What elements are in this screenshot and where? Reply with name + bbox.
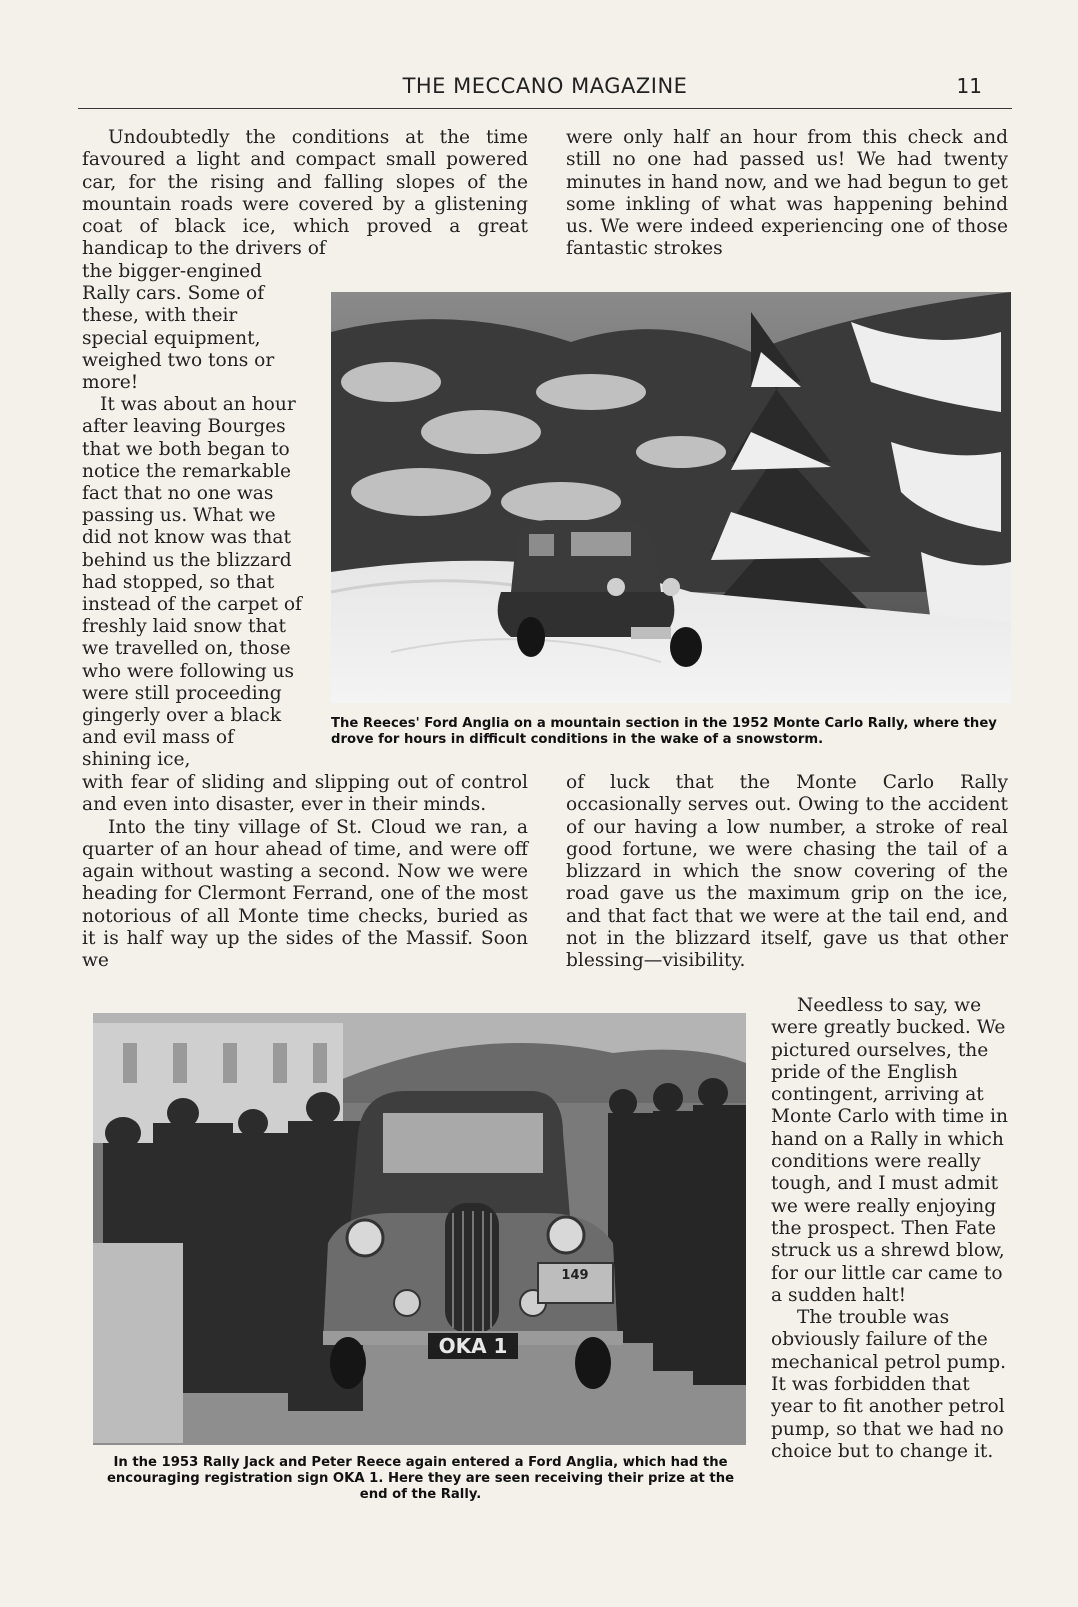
paragraph: with fear of sliding and slipping out of control and even into disaster, ever in their minds. [82, 772, 528, 816]
col2-narrow-text [771, 995, 1010, 1463]
paragraph: Undoubtedly the conditions at the time favoured a light and compact small powered car, for the rising and falling slopes of the mountain roads were covered by a glistening coat of black ice, which proved a great handicap to the drivers of [82, 127, 528, 260]
col1-narrow-text [82, 261, 304, 772]
col1-top-text [82, 127, 528, 261]
registration-plate: OKA 1 [438, 1334, 508, 1358]
photo1-caption: The Reeces' Ford Anglia on a mountain section in the 1952 Monte Carlo Rally, where they drove for hours in difficult conditions in the wake of a snowstorm. [331, 716, 997, 747]
snow-scene-illustration [331, 292, 1011, 703]
photo2-caption: In the 1953 Rally Jack and Peter Reece again entered a Ford Anglia, which had the encouraging registration sign OKA 1. Here they are seen receiving their prize at the end of the Rally. [106, 1455, 735, 1502]
paragraph: of luck that the Monte Carlo Rally occasionally serves out. Owing to the accident of our having a low number, a stroke of real good fortune, we were chasing the tail of a blizzard in which the snow covering of the road gave us the maximum grip on the ice, and that fact that we were at the tail end, and not in the blizzard itself, gave us that other blessing—visibility. [566, 772, 1008, 972]
paragraph: It was about an hour after leaving Bourges that we both began to notice the remarkable fact that no one was passing us. What we did not know was that behind us the blizzard had stopped, so that instead of the carpet of freshly laid snow that we travelled on, those who were following us were still proceeding gingerly over a black and evil mass of shining ice, [82, 394, 302, 771]
col2-mid-text [566, 772, 1008, 973]
col2-top-text [566, 127, 1008, 261]
paragraph: Needless to say, we were greatly bucked. We pictured ourselves, the pride of the English contingent, arriving at Monte Carlo with time in hand on a Rally in which conditions were really tough, and I must admit we were really enjoying the prospect. Then Fate struck us a shrewd blow, for our little car came to a sudden halt! [771, 995, 1008, 1306]
rally-number-plate: 149 [561, 1268, 589, 1283]
page-header [78, 70, 1012, 109]
photo-prize-ceremony [93, 1013, 746, 1445]
magazine-title: THE MECCANO MAGAZINE [402, 74, 688, 98]
col1-bottom-text [82, 772, 528, 973]
paragraph: Into the tiny village of St. Cloud we ran, a quarter of an hour ahead of time, and were off again without wasting a second. Now we were heading for Clermont Ferrand, one of the most notorious of all Monte time checks, buried as it is half way up the sides of the Massif. Soon we [82, 816, 528, 972]
ceremony-scene-illustration [93, 1013, 746, 1445]
paragraph: were only half an hour from this check and still no one had passed us! We had twenty minutes in hand now, and we had begun to get some inkling of what was happening behind us. We were indeed experiencing one of those fantastic strokes [566, 127, 1008, 260]
paragraph: the bigger-engined Rally cars. Some of these, with their special equipment, weighed two tons or more! [82, 261, 275, 394]
photo-snow-car [331, 292, 1011, 703]
paragraph: The trouble was obviously failure of the mechanical petrol pump. It was forbidden that year to fit another petrol pump, so that we had no choice but to change it. [771, 1307, 1007, 1462]
page-number: 11 [956, 74, 982, 98]
